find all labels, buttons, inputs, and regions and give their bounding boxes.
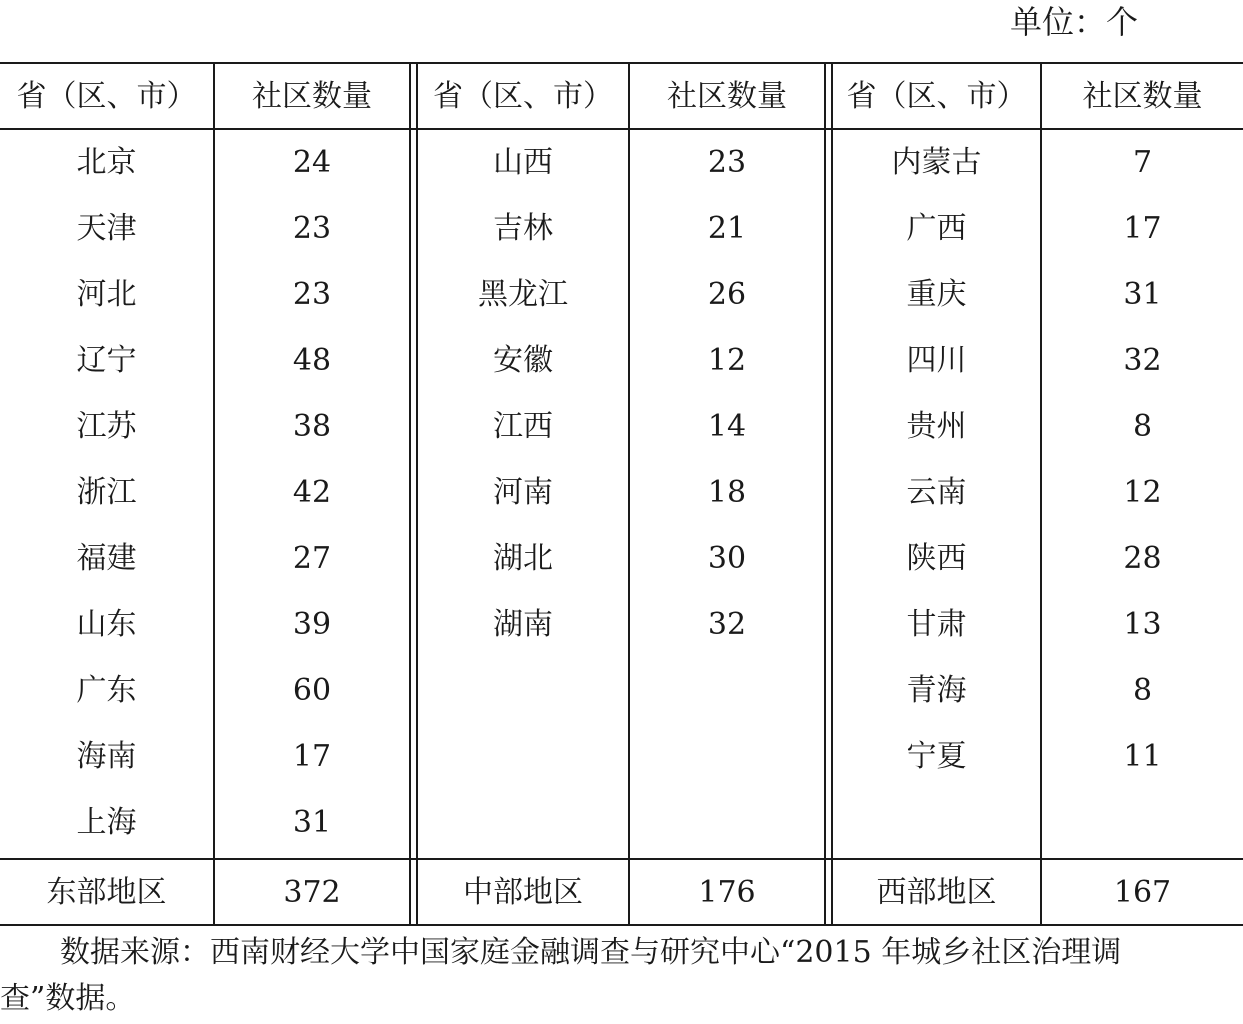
data-source-note	[0, 930, 1243, 1022]
community-count: 23	[292, 211, 332, 246]
community-count: 14	[707, 409, 747, 444]
community-count: 23	[292, 277, 332, 312]
region-name: 广西	[906, 211, 967, 246]
region-name: 山东	[76, 607, 137, 642]
region-name: 山西	[493, 145, 553, 180]
community-count: 30	[707, 541, 747, 576]
total-count: 176	[698, 875, 756, 910]
region-name: 重庆	[906, 277, 967, 312]
region-name: 河北	[76, 277, 137, 312]
group-divider	[409, 62, 411, 926]
header-count: 社区数量	[252, 79, 372, 114]
region-name: 浙江	[76, 475, 137, 510]
header-region: 省（区、市）	[16, 79, 197, 114]
community-count: 31	[1123, 277, 1162, 312]
header-region: 省（区、市）	[433, 79, 613, 114]
community-count: 32	[1123, 343, 1162, 378]
region-name: 青海	[906, 673, 967, 708]
community-count: 17	[292, 739, 332, 774]
group-divider	[824, 62, 826, 926]
community-count: 11	[1123, 739, 1162, 774]
community-count: 7	[1132, 145, 1153, 180]
community-count: 18	[707, 475, 747, 510]
region-name: 陕西	[906, 541, 967, 576]
community-count: 31	[292, 805, 332, 840]
community-count: 12	[1123, 475, 1162, 510]
community-count: 21	[707, 211, 747, 246]
region-name: 贵州	[906, 409, 967, 444]
region-name: 甘肃	[906, 607, 967, 642]
region-name: 江西	[493, 409, 553, 444]
total-label: 西部地区	[876, 875, 997, 910]
total-count: 372	[283, 875, 341, 910]
region-name: 江苏	[76, 409, 137, 444]
total-count: 167	[1113, 875, 1172, 910]
unit-label: 单位：个	[1010, 3, 1139, 41]
community-count: 24	[292, 145, 332, 180]
region-name: 宁夏	[906, 739, 967, 774]
community-count: 8	[1132, 409, 1153, 444]
region-name: 广东	[76, 673, 137, 708]
community-count: 13	[1123, 607, 1162, 642]
community-count: 42	[292, 475, 332, 510]
header-count: 社区数量	[667, 79, 787, 114]
region-name: 内蒙古	[891, 145, 982, 180]
community-count: 12	[707, 343, 747, 378]
region-name: 上海	[76, 805, 137, 840]
region-name: 辽宁	[76, 343, 137, 378]
community-count: 17	[1123, 211, 1162, 246]
community-count: 32	[707, 607, 747, 642]
region-name: 湖南	[493, 607, 553, 642]
total-label: 东部地区	[46, 875, 167, 910]
region-name: 四川	[906, 343, 967, 378]
community-count: 8	[1132, 673, 1153, 708]
region-name: 天津	[76, 211, 137, 246]
region-name: 安徽	[493, 343, 553, 378]
region-name: 云南	[906, 475, 967, 510]
region-name: 海南	[76, 739, 137, 774]
header-region: 省（区、市）	[846, 79, 1027, 114]
community-count: 27	[292, 541, 332, 576]
community-count: 28	[1123, 541, 1162, 576]
community-count: 60	[292, 673, 332, 708]
region-name: 河南	[493, 475, 553, 510]
region-name: 吉林	[493, 211, 553, 246]
region-name: 福建	[76, 541, 137, 576]
region-name: 黑龙江	[478, 277, 568, 312]
header-count: 社区数量	[1082, 79, 1203, 114]
community-count: 26	[707, 277, 747, 312]
region-name: 湖北	[493, 541, 553, 576]
total-label: 中部地区	[463, 875, 583, 910]
community-count: 23	[707, 145, 747, 180]
community-count: 38	[292, 409, 332, 444]
region-name: 北京	[76, 145, 137, 180]
source-line: 数据来源：西南财经大学中国家庭金融调查与研究中心“2015 年城乡社区治理调	[60, 935, 1122, 970]
community-count: 48	[292, 343, 332, 378]
community-count: 39	[292, 607, 332, 642]
source-line: 查”数据。	[0, 981, 136, 1016]
